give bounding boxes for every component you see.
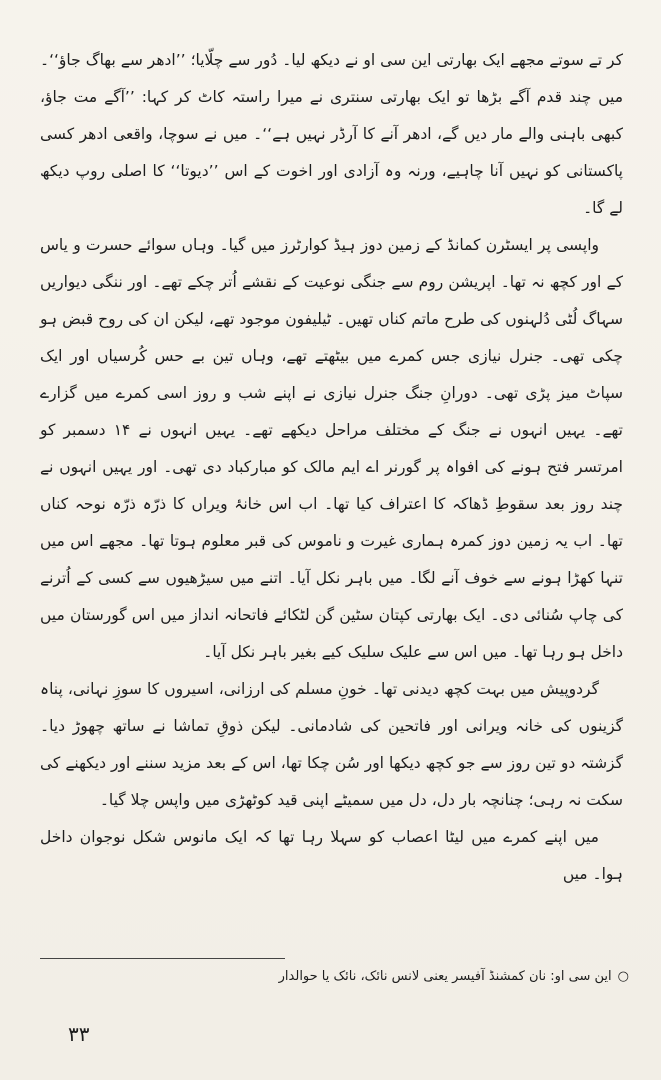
- body-text: [40, 42, 623, 893]
- paragraph-3: گردوپیش میں بہت کچھ دیدنی تھا۔ خونِ مسلم کی ارزانی، اسیروں کا سوزِ نہانی، پناہ گزینوں کی خانہ ویرانی اور فاتحین کی شادمانی۔ لیکن ذوقِ تماشا نے ساتھ چھوڑ دیا۔ گزشتہ دو تین روز سے جو کچھ دیکھا اور سُن چکا تھا، اس کے بعد مزید سننے اور دیکھنے کی سکت نہ رہی؛ چنانچہ بار دل، دل میں سمیٹے اپنی قید کوٹھڑی میں واپس چلا گیا۔: [40, 680, 623, 809]
- paragraph-2: واپسی پر ایسٹرن کمانڈ کے زمین دوز ہیڈ کوارٹرز میں گیا۔ وہاں سوائے حسرت و یاس کے اور کچھ نہ تھا۔ اپریشن روم سے جنگی نوعیت کے نقشے اُتر چکے تھے۔ اور ننگی دیواریں سہاگ لُٹی دُلہنوں کی طرح ماتم کناں تھیں۔ ٹیلیفون موجود تھے، لیکن ان کی روح قبض ہو چکی تھی۔ جنرل نیازی جس کمرے میں بیٹھتے تھے، وہاں تین بے حس کُرسیاں اور ایک سپاٹ میز پڑی تھی۔ دورانِ جنگ جنرل نیازی نے اپنے شب و روز اسی کمرے میں گزارے تھے۔ یہیں انہوں نے جنگ کے مختلف مراحل دیکھے تھے۔ یہیں انہوں نے ۱۴ دسمبر کو امرتسر فتح ہونے کی افواہ پر گورنر اے ایم مالک کو مبارکباد دی تھی۔ اور یہیں انہوں نے چند روز بعد سقوطِ ڈھاکہ کا اعتراف کیا تھا۔ اب اس خانۂ ویراں کا ذرّہ ذرّہ نوحہ کناں تھا۔ اب یہ زمین دوز کمرہ ہماری غیرت و ناموس کی قبر معلوم ہوتا تھا۔ مجھے اس میں تنہا کھڑا ہونے سے خوف آنے لگا۔ میں باہر نکل آیا۔ اتنے میں سیڑھیوں سے کسی کے اُترنے کی چاپ سُنائی دی۔ ایک بھارتی کپتان سٹین گن لٹکائے فاتحانہ انداز میں اس گورستان میں داخل ہو رہا تھا۔ میں اس سے علیک سلیک کیے بغیر باہر نکل آیا۔: [40, 236, 623, 661]
- paragraph-1: کر تے سوتے مجھے ایک بھارتی این سی او نے دیکھ لیا۔ دُور سے چلّایا؛ ’’ادھر سے بھاگ جاؤ‘‘۔ میں چند قدم آگے بڑھا تو ایک بھارتی سنتری نے میرا راستہ کاٹ کر کہا: ’’آگے مت جاؤ، کبھی باہنی والے مار دیں گے، ادھر آنے کا آرڈر نہیں ہے‘‘۔ میں نے سوچا، واقعی ادھر کسی پاکستانی کو نہیں آنا چاہیے، ورنہ وہ آزادی اور اخوت کے اس ’’دیوتا‘‘ کا اصلی روپ دیکھ لے گا۔: [40, 51, 623, 217]
- page-number: ۳۳: [68, 1022, 90, 1046]
- footnote-marker: ○: [617, 969, 629, 984]
- footnote: [120, 966, 629, 988]
- paragraph-4: میں اپنے کمرے میں لیٹا اعصاب کو سہلا رہا تھا کہ ایک مانوس شکل نوجوان داخل ہوا۔ میں: [40, 828, 623, 883]
- footnote-text: این سی او: نان کمشنڈ آفیسر یعنی لانس نائک، نائک یا حوالدار: [278, 969, 612, 984]
- footnote-divider: [40, 958, 285, 959]
